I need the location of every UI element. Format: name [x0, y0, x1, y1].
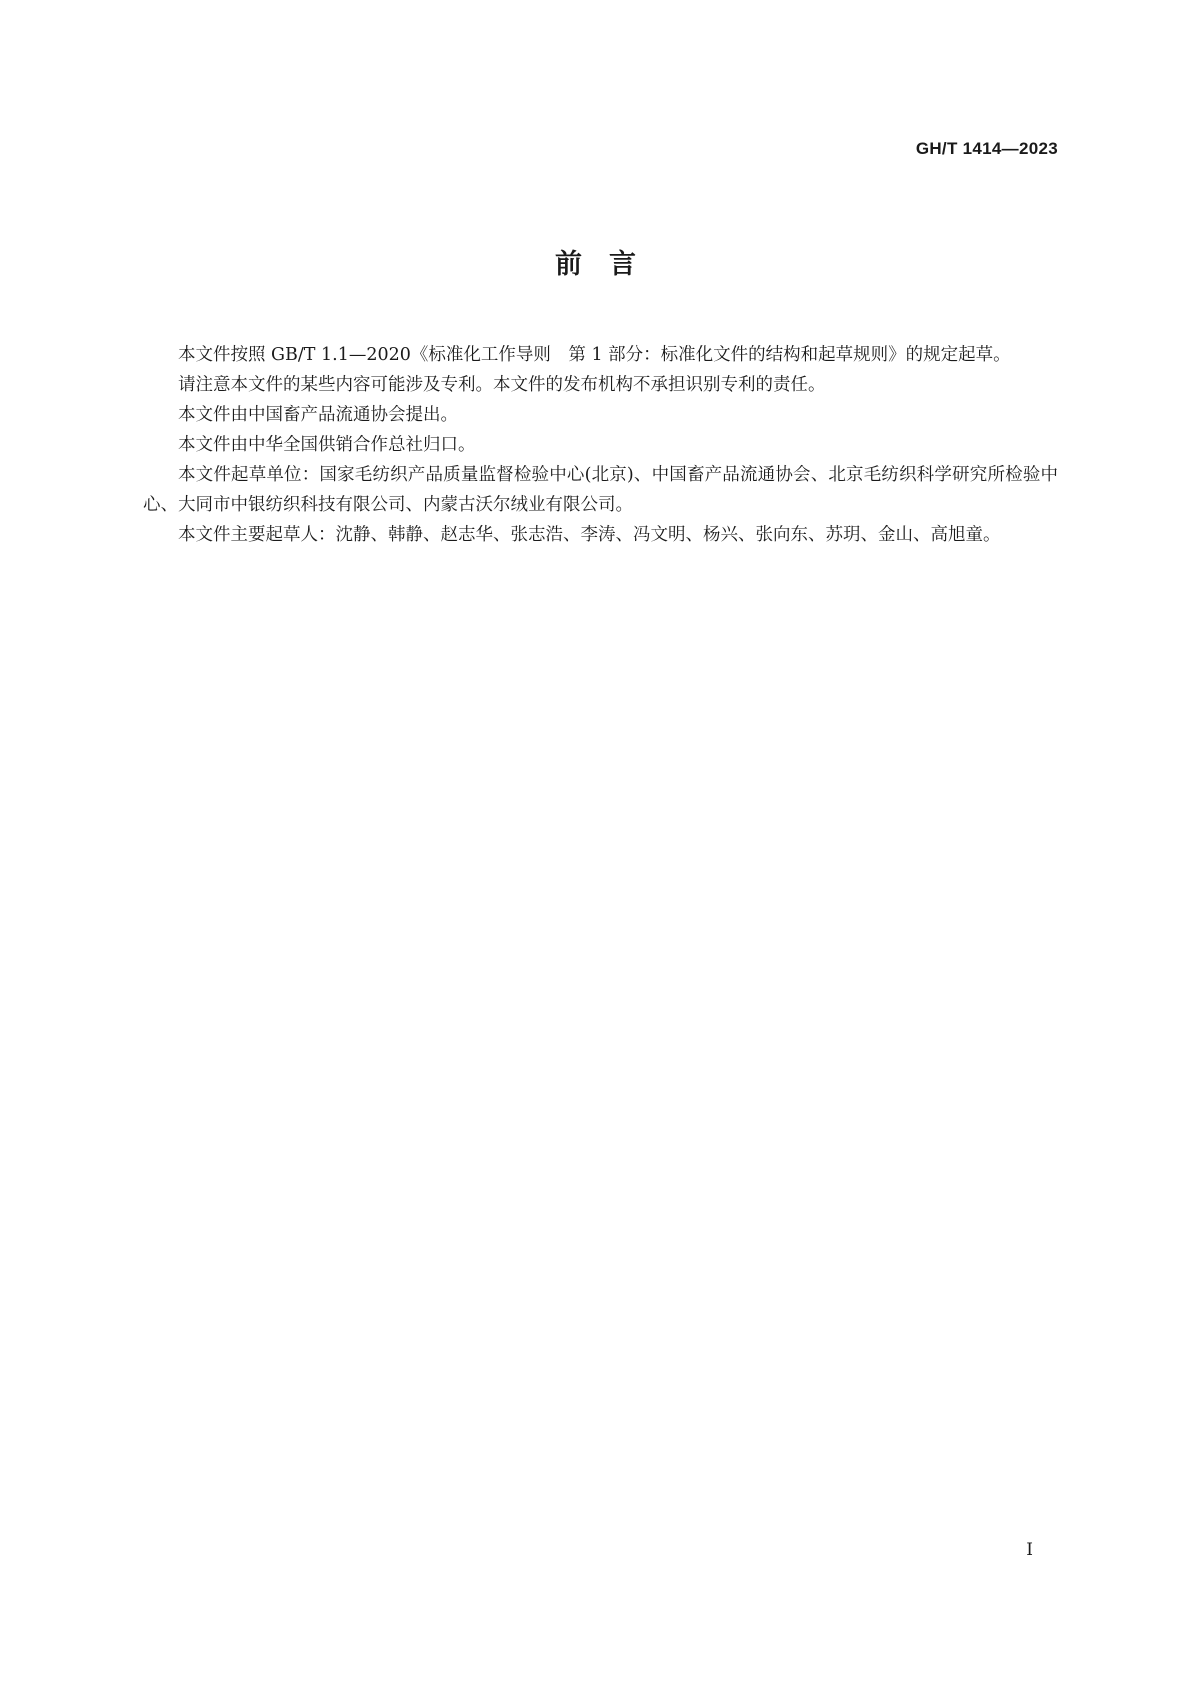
document-code: GH/T 1414—2023 — [915, 139, 1058, 158]
paragraph-drafters: 本文件主要起草人：沈静、韩静、赵志华、张志浩、李涛、冯文明、杨兴、张向东、苏玥、金山、高旭童。 — [178, 525, 1001, 545]
paragraph-drafting-units: 本文件起草单位：国家毛纺织产品质量监督检验中心(北京)、中国畜产品流通协会、北京毛纺织科学研究所检验中心、大同市中银纺织科技有限公司、内蒙古沃尔绒业有限公司。 — [143, 465, 1058, 515]
paragraph-drafting-rules: 本文件按照 GB/T 1.1—2020《标准化工作导则 第 1 部分：标准化文件的结构和起草规则》的规定起草。 — [178, 345, 1011, 365]
page-title: 前 言 — [555, 249, 636, 280]
foreword-body — [143, 340, 1058, 550]
paragraph-proposer: 本文件由中国畜产品流通协会提出。 — [178, 405, 458, 425]
page-number: I — [1026, 1540, 1033, 1560]
paragraph-patent-notice: 请注意本文件的某些内容可能涉及专利。本文件的发布机构不承担识别专利的责任。 — [178, 375, 826, 395]
paragraph-responsible-unit: 本文件由中华全国供销合作总社归口。 — [178, 435, 476, 455]
